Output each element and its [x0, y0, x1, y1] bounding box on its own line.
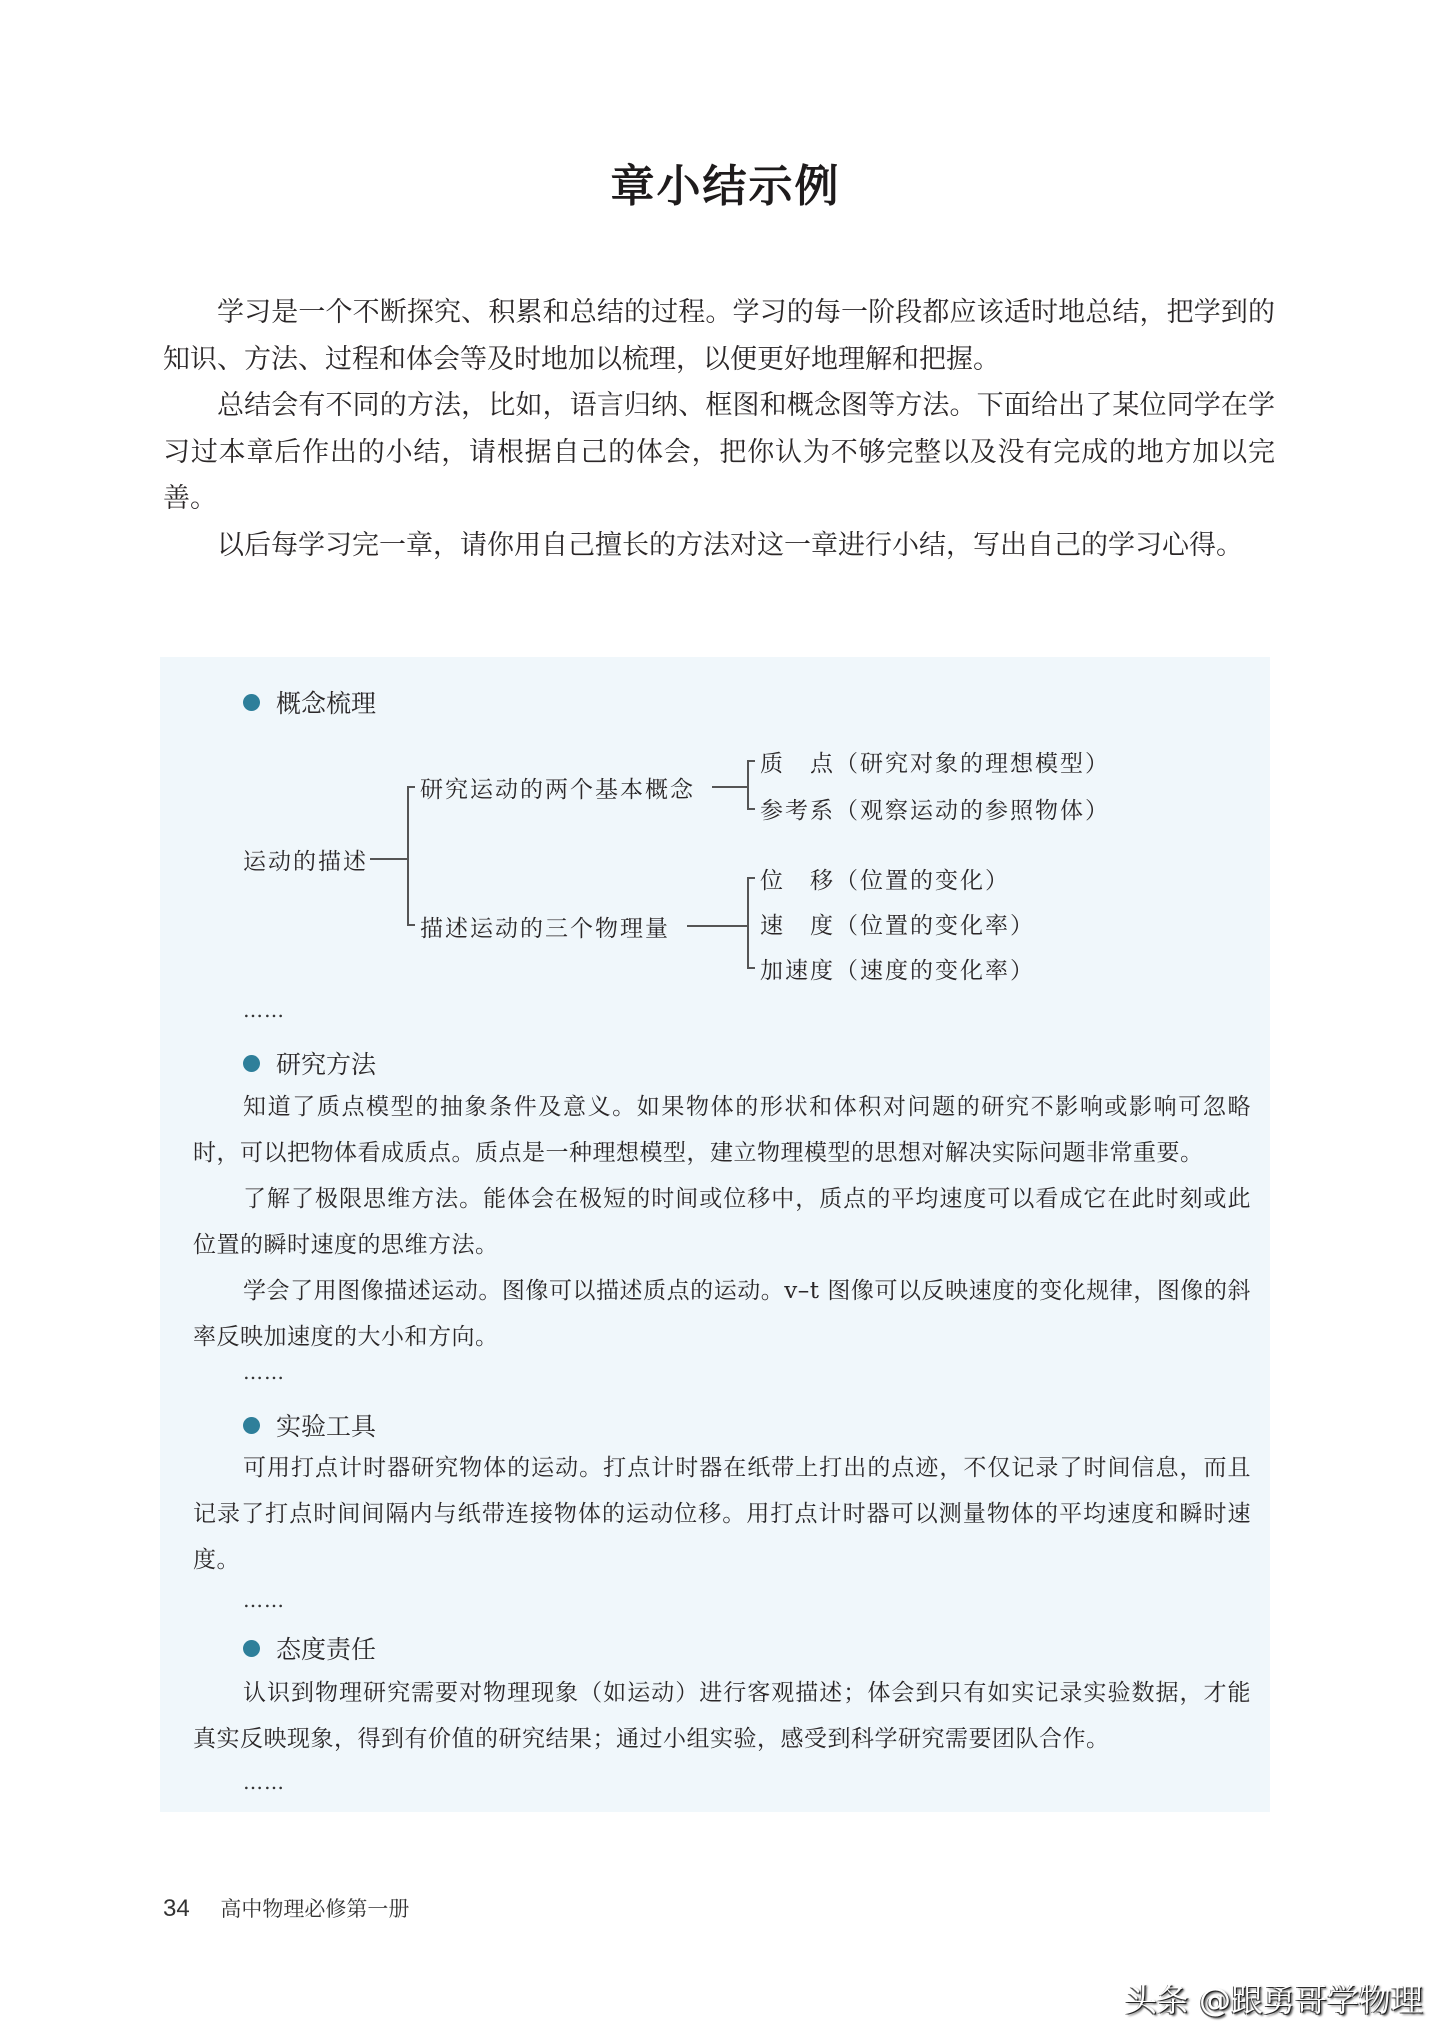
ellipsis: …… — [243, 1360, 285, 1384]
intro-paragraph: 以后每学习完一章，请你用自己擅长的方法对这一章进行小结，写出自己的学习心得。 — [217, 529, 1243, 561]
intro-paragraph: 学习是一个不断探究、积累和总结的过程。学习的每一阶段都应该适时地总结，把学到的知识、方法、过程和体会等及时地加以梳理，以便更好地理解和把握。 — [163, 297, 1275, 375]
connector-line — [687, 925, 748, 927]
connector-line — [747, 877, 749, 969]
attitude-text — [193, 1670, 1251, 1762]
paragraph: 知道了质点模型的抽象条件及意义。如果物体的形状和体积对问题的研究不影响或影响可忽略时，可以把物体看成质点。质点是一种理想模型，建立物理模型的思想对解决实际问题非常重要。 — [193, 1094, 1251, 1166]
page-number: 34 — [163, 1895, 190, 1922]
connector-line — [370, 858, 408, 860]
connector-line — [747, 808, 755, 810]
ellipsis: …… — [243, 1588, 285, 1612]
connector-line — [747, 877, 755, 879]
ellipsis: …… — [243, 1770, 285, 1794]
connector-line — [747, 967, 755, 969]
paragraph: 学会了用图像描述运动。图像可以描述质点的运动。v–t 图像可以反映速度的变化规律，图像的斜率反映加速度的大小和方向。 — [193, 1278, 1251, 1350]
watermark: 头条 @跟勇哥学物理 — [1124, 1981, 1423, 2019]
connector-line — [407, 924, 415, 926]
tree-leaf: 速 度（位置的变化率） — [760, 913, 1035, 939]
tree-branch: 描述运动的三个物理量 — [420, 916, 670, 942]
section-heading-attitude: 态度责任 — [243, 1630, 376, 1666]
section-heading-concept: 概念梳理 — [243, 684, 376, 720]
section-heading-method: 研究方法 — [243, 1045, 376, 1081]
connector-line — [712, 786, 748, 788]
connector-line — [407, 786, 409, 926]
page-footer — [163, 1893, 409, 1923]
bullet-icon — [243, 1640, 260, 1657]
tree-root: 运动的描述 — [243, 849, 368, 875]
tree-leaf: 加速度（速度的变化率） — [760, 958, 1035, 984]
tree-leaf: 参考系（观察运动的参照物体） — [760, 798, 1110, 824]
page-title: 章小结示例 — [610, 161, 841, 212]
intro-paragraph: 总结会有不同的方法，比如，语言归纳、框图和概念图等方法。下面给出了某位同学在学习过本章后作出的小结，请根据自己的体会，把你认为不够完整以及没有完成的地方加以完善。 — [163, 390, 1275, 514]
paragraph: 认识到物理研究需要对物理现象（如运动）进行客观描述；体会到只有如实记录实验数据，才能真实反映现象，得到有价值的研究结果；通过小组实验，感受到科学研究需要团队合作。 — [193, 1680, 1251, 1752]
section-heading-tools: 实验工具 — [243, 1407, 376, 1443]
bullet-icon — [243, 1055, 260, 1072]
paragraph: 可用打点计时器研究物体的运动。打点计时器在纸带上打出的点迹，不仅记录了时间信息，而且记录了打点时间间隔内与纸带连接物体的运动位移。用打点计时器可以测量物体的平均速度和瞬时速度。 — [193, 1455, 1251, 1573]
connector-line — [747, 760, 755, 762]
tree-branch: 研究运动的两个基本概念 — [420, 777, 695, 803]
concept-tree — [0, 0, 1451, 1000]
tools-text — [193, 1445, 1251, 1583]
method-text — [193, 1084, 1251, 1360]
book-title: 高中物理必修第一册 — [220, 1897, 410, 1921]
tree-leaf: 质 点（研究对象的理想模型） — [760, 751, 1110, 777]
bullet-icon — [243, 1417, 260, 1434]
tree-leaf: 位 移（位置的变化） — [760, 868, 1010, 894]
paragraph: 了解了极限思维方法。能体会在极短的时间或位移中，质点的平均速度可以看成它在此时刻或此位置的瞬时速度的思维方法。 — [193, 1186, 1251, 1258]
connector-line — [407, 786, 415, 788]
ellipsis: …… — [243, 998, 285, 1022]
connector-line — [747, 760, 749, 810]
